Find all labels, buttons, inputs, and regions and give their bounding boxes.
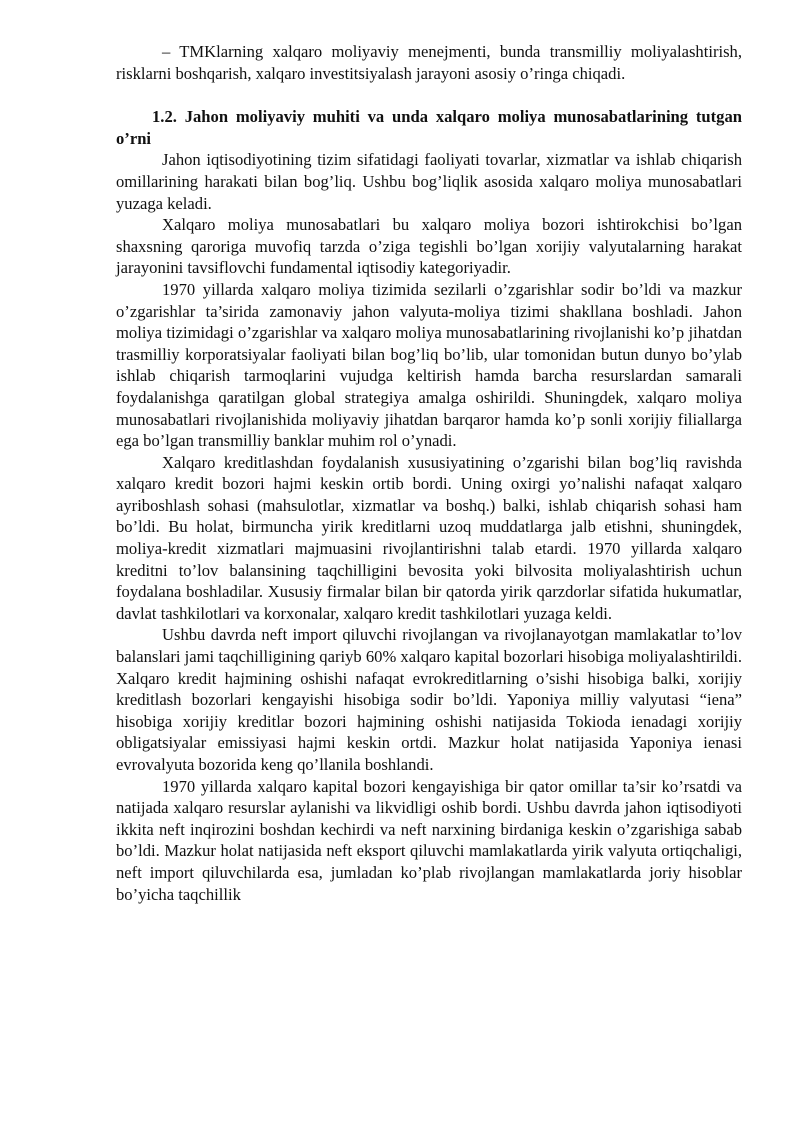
document-page <box>116 41 742 905</box>
paragraph-2: Xalqaro moliya munosabatlari bu xalqaro moliya bozori ishtirokchisi bo’lgan shaxsning qaroriga muvofiq tarzda o’ziga tegishli bo’lgan xorijiy valyutalarning harakat jarayonini tavsiflovchi fundamental iqtisodiy kategoriyadir. <box>116 215 742 278</box>
paragraph-1: Jahon iqtisodiyotining tizim sifatidagi faoliyati tovarlar, xizmatlar va ishlab chiqarish omillarining harakati bilan bog’liq. Ushbu bog’liqlik asosida xalqaro moliya munosabatlari yuzaga keladi. <box>116 150 742 213</box>
section-heading: 1.2. Jahon moliyaviy muhiti va unda xalqaro moliya munosabatlarining tutgan o’rni <box>116 107 742 148</box>
intro-list-item: – TMKlarning xalqaro moliyaviy menejmenti, bunda transmilliy moliyalashtirish, risklarni boshqarish, xalqaro investitsiyalash jarayoni asosiy o’ringa chiqadi. <box>116 42 742 83</box>
paragraph-4: Xalqaro kreditlashdan foydalanish xususiyatining o’zgarishi bilan bog’liq ravishda xalqaro kredit bozori hajmi keskin ortib bordi. Uning oxirgi yo’nalishi nafaqat xalqaro ayriboshlash sohasi (mahsulotlar, xizmatlar va boshq.) balki, ishlab chiqarish sohasi ham bo’ldi. Bu holat, birmuncha yirik kreditlarni uzoq muddatlarga jalb etishni, shuningdek, moliya-kredit xizmatlari majmuasini rivojlantirishni talab etardi. 1970 yillarda xalqaro kreditni to’lov balansining taqchilligini bevosita yoki bilvosita moliyalashtirish uchun foydalana boshladilar. Xususiy firmalar bilan bir qatorda yirik qarzdorlar sifatida hukumatlar, davlat tashkilotlari va korxonalar, xalqaro kredit tashkilotlari yuzaga keldi. <box>116 452 742 623</box>
paragraph-3: 1970 yillarda xalqaro moliya tizimida sezilarli o’zgarishlar sodir bo’ldi va mazkur o’zgarishlar ta’sirida zamonaviy jahon valyuta-moliya tizimi shakllana boshladi. Jahon moliya tizimidagi o’zgarishlar va xalqaro moliya munosabatlarining rivojlanishi ko’p jihatdan trasmilliy korporatsiyalar faoliyati bilan bog’liq bo’lib, ular tomonidan butun dunyo bo’ylab ishlab chiqarish tarmoqlarini vujudga keltirish hamda barcha resurslardan samarali foydalanishga qaratilgan global strategiya amalga oshirildi. Shuningdek, xalqaro moliya munosabatlari rivojlanishida moliyaviy jihatdan barqaror hamda ko’p sonli xorijiy filiallarga ega bo’lgan transmilliy banklar muhim rol o’ynadi. <box>116 279 742 451</box>
paragraph-6: 1970 yillarda xalqaro kapital bozori kengayishiga bir qator omillar ta’sir ko’rsatdi va natijada xalqaro resurslar aylanishi va likvidligi oshib bordi. Ushbu davrda jahon iqtisodiyoti ikkita neft inqirozini boshdan kechirdi va neft narxining birdaniga keskin o’zgarishiga sabab bo’ldi. Mazkur holat natijasida neft eksport qiluvchi mamlakatlarda yirik valyuta ortiqchaligi, neft import qiluvchilarda esa, jumladan ko’plab rivojlangan mamlakatlarda joriy hisoblar bo’yicha taqchillik <box>116 776 742 904</box>
paragraph-5: Ushbu davrda neft import qiluvchi rivojlangan va rivojlanayotgan mamlakatlar to’lov balanslari jami taqchilligining qariyb 60% xalqaro kapital bozorlari hisobiga moliyalashtirildi. Xalqaro kredit hajmining oshishi nafaqat evrokreditlarning o’sishi hisobiga balki, xorijiy kreditlash bozorlari kengayishi hisobiga sodir bo’ldi. Yaponiya milliy valyutasi “iena” hisobiga xorijiy kreditlar bozori hajmining oshishi natijasida Tokioda ienadagi xorijiy obligatsiyalar emissiyasi hajmi keskin ortdi. Mazkur holat natijasida Yaponiya ienasi evrovalyuta bozorida keng qo’llanila boshlandi. <box>116 625 742 774</box>
